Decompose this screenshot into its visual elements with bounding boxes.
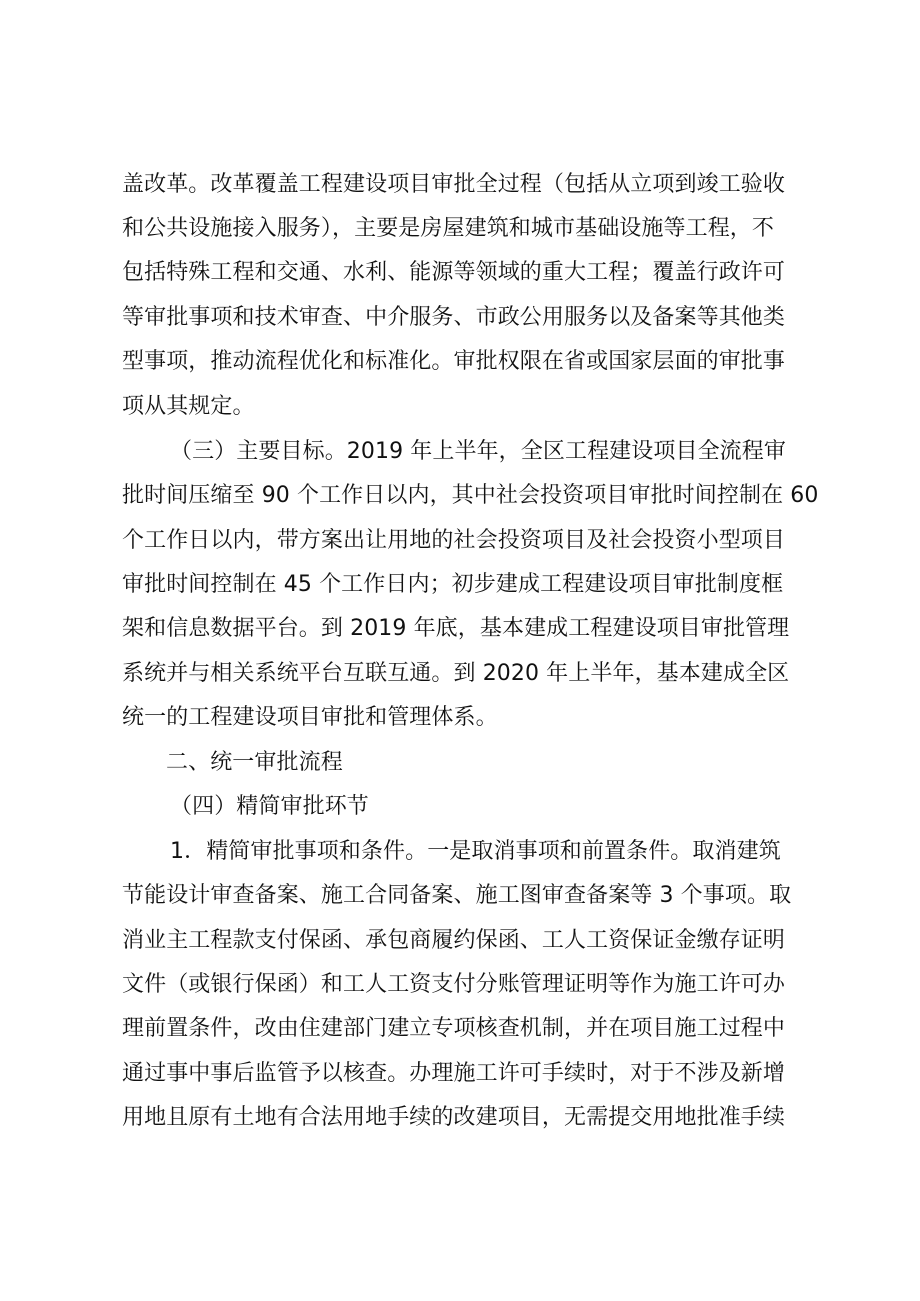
paragraph-line: 架和信息数据平台。到 2019 年底，基本建成工程建设项目审批管理 — [122, 616, 790, 641]
paragraph-line: 审批时间控制在 45 个工作日内；初步建成工程建设项目审批制度框 — [122, 572, 784, 597]
section-heading-goals: （三）主要目标。2019 年上半年，全区工程建设项目全流程审 — [170, 439, 786, 464]
paragraph-line: 1．精简审批事项和条件。一是取消事项和前置条件。取消建筑 — [170, 839, 781, 864]
paragraph-line: 批时间压缩至 90 个工作日以内，其中社会投资项目审批时间控制在 60 — [122, 483, 819, 508]
subsection-heading: （四）精简审批环节 — [170, 794, 369, 819]
paragraph-line: 和公共设施接入服务），主要是房屋建筑和城市基础设施等工程，不 — [122, 216, 775, 241]
paragraph-line: 盖改革。改革覆盖工程建设项目审批全过程（包括从立项到竣工验收 — [122, 172, 786, 197]
paragraph-line: 型事项，推动流程优化和标准化。审批权限在省或国家层面的审批事 — [122, 349, 786, 374]
paragraph-line: 用地且原有土地有合法用地手续的改建项目，无需提交用地批准手续 — [122, 1105, 786, 1130]
paragraph-line: 通过事中事后监管予以核查。办理施工许可手续时，对于不涉及新增 — [122, 1061, 786, 1086]
paragraph-line: 包括特殊工程和交通、水利、能源等领域的重大工程；覆盖行政许可 — [122, 260, 786, 285]
paragraph-line: 理前置条件，改由住建部门建立专项核查机制，并在项目施工过程中 — [122, 1016, 786, 1041]
paragraph-line: 统一的工程建设项目审批和管理体系。 — [122, 705, 498, 730]
paragraph-line: 节能设计审查备案、施工合同备案、施工图审查备案等 3 个事项。取 — [122, 883, 792, 908]
paragraph-line: 项从其规定。 — [122, 394, 255, 419]
paragraph-line: 等审批事项和技术审查、中介服务、市政公用服务以及备案等其他类 — [122, 305, 786, 330]
section-heading-process: 二、统一审批流程 — [166, 750, 343, 775]
paragraph-line: 系统并与相关系统平台互联互通。到 2020 年上半年，基本建成全区 — [122, 661, 790, 686]
paragraph-line: 个工作日以内，带方案出让用地的社会投资项目及社会投资小型项目 — [122, 528, 786, 553]
paragraph-line: 文件（或银行保函）和工人工资支付分账管理证明等作为施工许可办 — [122, 972, 786, 997]
paragraph-line: 消业主工程款支付保函、承包商履约保函、工人工资保证金缴存证明 — [122, 928, 786, 953]
